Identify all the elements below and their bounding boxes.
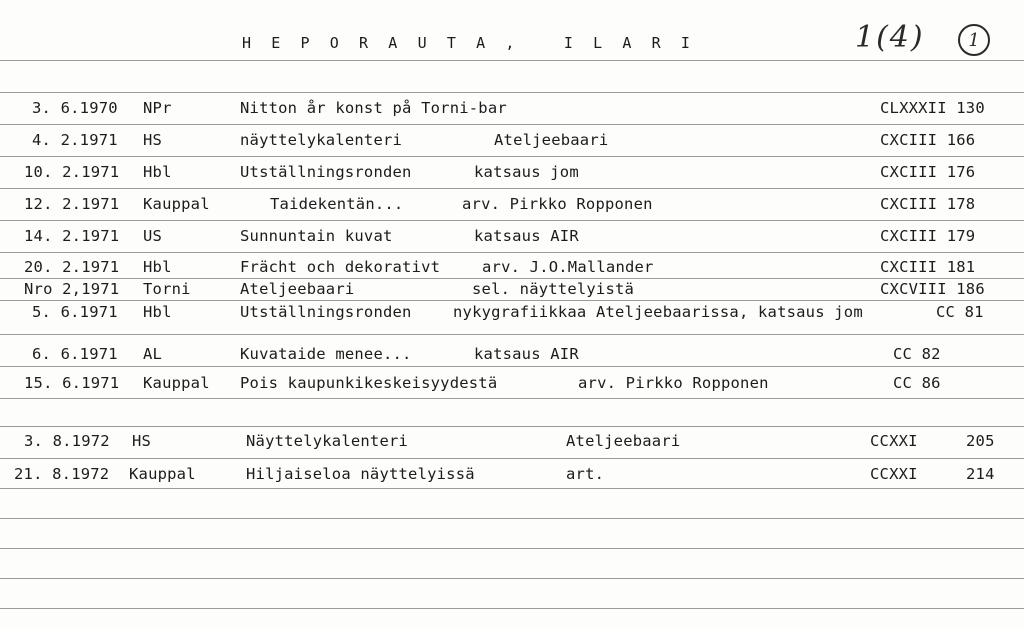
entry-source: AL: [143, 345, 163, 363]
entry-date: 10. 2.1971: [24, 163, 120, 181]
ruled-line: [0, 300, 1024, 301]
entry-title: Pois kaupunkikeskeisyydestä: [240, 374, 498, 392]
entry-source: Kauppal: [143, 195, 210, 213]
entry-note: katsaus AIR: [474, 227, 579, 245]
entry-note: arv. J.O.Mallander: [482, 258, 654, 276]
ruled-line: [0, 220, 1024, 221]
entry-date: 21. 8.1972: [14, 465, 110, 483]
entry-source: Hbl: [143, 303, 172, 321]
ruled-line: [0, 60, 1024, 61]
entry-date: 14. 2.1971: [24, 227, 120, 245]
entry-source: HS: [143, 131, 163, 149]
entry-date: 20. 2.1971: [24, 258, 120, 276]
entry-note: katsaus AIR: [474, 345, 579, 363]
entry-ref: CXCIII 178: [880, 195, 976, 213]
ruled-line: [0, 156, 1024, 157]
entry-title: Ateljeebaari: [240, 280, 355, 298]
ruled-line: [0, 426, 1024, 427]
ruled-line: [0, 188, 1024, 189]
entry-source: Kauppal: [143, 374, 210, 392]
ruled-line: [0, 518, 1024, 519]
entry-ref: CXCVIII 186: [880, 280, 985, 298]
entry-source: Torni: [143, 280, 191, 298]
entry-date: 15. 6.1971: [24, 374, 120, 392]
entry-date: 5. 6.1971: [32, 303, 118, 321]
ruled-line: [0, 548, 1024, 549]
entry-date: 3. 6.1970: [32, 99, 118, 117]
entry-date: 12. 2.1971: [24, 195, 120, 213]
entry-source: Hbl: [143, 163, 172, 181]
entry-title: Sunnuntain kuvat: [240, 227, 393, 245]
ruled-line: [0, 458, 1024, 459]
entry-title: Frächt och dekorativt: [240, 258, 441, 276]
entry-title: näyttelykalenteri: [240, 131, 403, 149]
ruled-line: [0, 398, 1024, 399]
ruled-line: [0, 608, 1024, 609]
ruled-line: [0, 252, 1024, 253]
entry-ref: CLXXXII 130: [880, 99, 985, 117]
entry-ref-page: 214: [966, 465, 995, 483]
entry-ref: CXCIII 179: [880, 227, 976, 245]
card-number-circled: 1: [958, 24, 990, 56]
entry-note: arv. Pirkko Ropponen: [578, 374, 769, 392]
entry-ref: CXCIII 176: [880, 163, 976, 181]
entry-note: sel. näyttelyistä: [472, 280, 635, 298]
entry-source: Hbl: [143, 258, 172, 276]
ruled-line: [0, 278, 1024, 279]
entry-title: Näyttelykalenteri: [246, 432, 409, 450]
entry-source: Kauppal: [129, 465, 196, 483]
card-heading-name: H E P O R A U T A , I L A R I: [242, 34, 696, 52]
entry-date: 4. 2.1971: [32, 131, 118, 149]
entry-title: Taidekentän...: [270, 195, 404, 213]
entry-source: NPr: [143, 99, 172, 117]
entry-date: Nro 2,1971: [24, 280, 120, 298]
entry-title: Utställningsronden: [240, 303, 412, 321]
ruled-line: [0, 578, 1024, 579]
entry-ref: CC 82: [893, 345, 941, 363]
entry-source: HS: [132, 432, 152, 450]
entry-ref-page: 205: [966, 432, 995, 450]
entry-ref: CXCIII 166: [880, 131, 976, 149]
entry-ref-volume: CCXXI: [870, 432, 918, 450]
entry-title: Nitton år konst på Torni-bar: [240, 99, 507, 117]
ruled-line: [0, 92, 1024, 93]
ruled-line: [0, 366, 1024, 367]
ruled-line: [0, 488, 1024, 489]
entry-date: 3. 8.1972: [24, 432, 110, 450]
entry-date: 6. 6.1971: [32, 345, 118, 363]
ruled-line: [0, 334, 1024, 335]
entry-note: Ateljeebaari: [566, 432, 681, 450]
entry-note: katsaus jom: [474, 163, 579, 181]
entry-title: Utställningsronden: [240, 163, 412, 181]
ruled-line: [0, 124, 1024, 125]
entry-source: US: [143, 227, 163, 245]
entry-ref: CC 86: [893, 374, 941, 392]
entry-note: nykygrafiikkaa Ateljeebaarissa, katsaus jom: [453, 303, 863, 321]
entry-note: arv. Pirkko Ropponen: [462, 195, 653, 213]
archive-mark: 1(4): [855, 20, 925, 55]
entry-note: Ateljeebaari: [494, 131, 609, 149]
entry-ref: CXCIII 181: [880, 258, 976, 276]
entry-note: art.: [566, 465, 605, 483]
entry-ref-volume: CCXXI: [870, 465, 918, 483]
entry-ref: CC 81: [936, 303, 984, 321]
entry-title: Kuvataide menee...: [240, 345, 412, 363]
entry-title: Hiljaiseloa näyttelyissä: [246, 465, 475, 483]
